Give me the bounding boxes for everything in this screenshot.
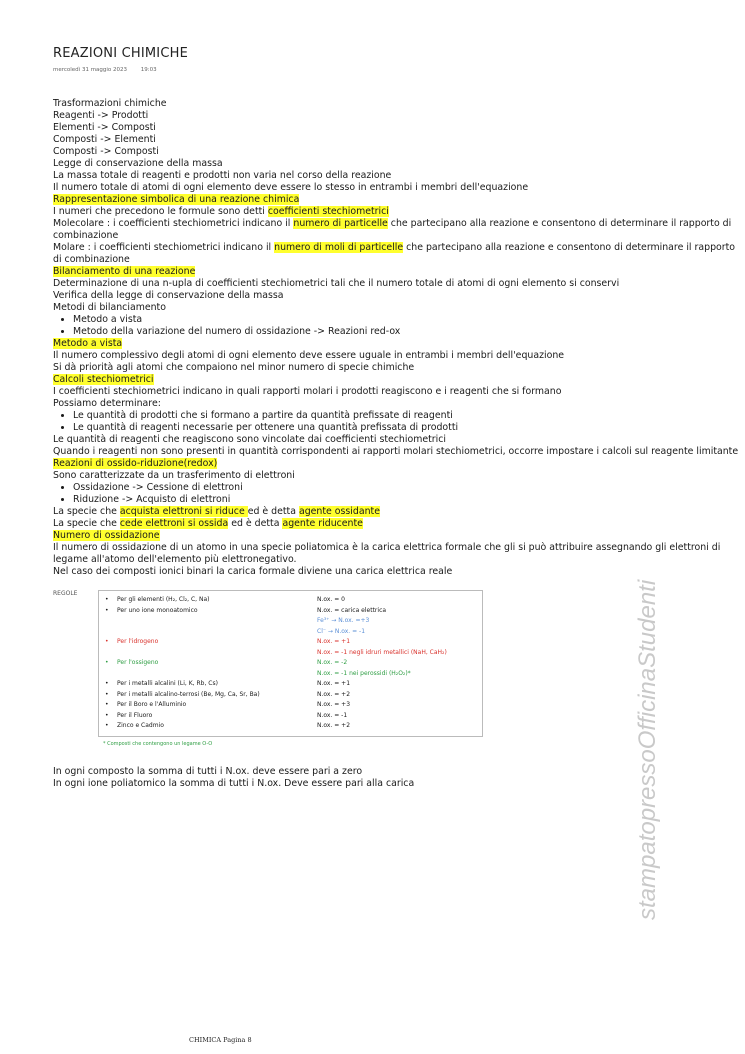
rules-row [99, 595, 482, 604]
bullet: • [105, 638, 109, 645]
watermark: stampatopressoOfficinaStudenti [634, 579, 661, 920]
highlight: Reazioni di ossido-riduzione(redox) [53, 458, 218, 469]
list-item: • Le quantità di reagenti necessarie per ottenere una quantità prefissata di prodotti [73, 422, 743, 434]
rules-row [99, 690, 482, 699]
rule-subject: Per uno ione monoatomico [117, 606, 198, 614]
text-line: In ogni composto la somma di tutti i N.ox. deve essere pari a zero [53, 766, 363, 777]
rule-subject: Per l'ossigeno [117, 659, 159, 666]
text-line: Legge di conservazione della massa [53, 158, 223, 169]
section-heading [53, 266, 743, 278]
rules-row [99, 637, 482, 646]
text-line: Sono caratterizzate da un trasferimento di elettroni [53, 470, 295, 481]
bullet: • [105, 596, 109, 603]
rule-value: N.ox. = +3 [317, 701, 351, 708]
rules-image [53, 590, 483, 750]
text-line: Il numero complessivo degli atomi di ogni elemento deve essere uguale in entrambi i membri dell'equazione [53, 350, 565, 361]
highlight: Calcoli stechiometrici [53, 374, 154, 385]
highlight: Metodo a vista [53, 338, 123, 349]
rule-value: N.ox. = +1 [317, 680, 351, 687]
highlight: Bilanciamento di una reazione [53, 266, 196, 277]
rule-subject: Per i metalli alcalino-terrosi (Be, Mg, Ca, Sr, Ba) [117, 690, 260, 698]
rule-subject: Zinco e Cadmio [117, 722, 164, 729]
date-label: mercoledì 31 maggio 2023 [53, 67, 128, 73]
bullet: • [105, 711, 109, 719]
rule-value: N.ox. = -1 negli idruri metallici (NaH, CaH₂) [317, 648, 447, 656]
section-heading [53, 194, 743, 206]
text-line: In ogni ione poliatomico la somma di tutti i N.ox. Deve essere pari alla carica [53, 778, 415, 789]
text-line [53, 506, 743, 518]
text-span: Molecolare : i coefficienti stechiometrici indicano il [53, 218, 294, 229]
rules-row [99, 616, 482, 625]
text-span: che partecipano alla reazione e consentono di determinare il rapporto di combinazione [53, 218, 732, 241]
rules-row [99, 658, 482, 667]
bullet: • [105, 722, 109, 729]
text-span: Molare : i coefficienti stechiometrici indicano il [53, 242, 275, 253]
text-line: Determinazione di una n-upla di coefficienti stechiometrici tali che il numero totale di atomi di ogni elemento si conservi [53, 278, 620, 289]
rules-row [99, 721, 482, 730]
rule-subject: Per il Boro e l'Alluminio [117, 701, 187, 708]
page-footer: CHIMICA Pagina 8 [189, 1036, 252, 1044]
text-line: Reagenti -> Prodotti [53, 110, 149, 121]
text-line [53, 242, 743, 266]
text-line [53, 218, 743, 242]
text-line: Le quantità di reagenti che reagiscono sono vincolate dai coefficienti stechiometrici [53, 434, 447, 445]
time-label: 19:03 [140, 67, 157, 73]
bullet: • [105, 659, 109, 666]
list-item: • Ossidazione -> Cessione di elettroni [73, 482, 743, 494]
rules-row [99, 700, 482, 709]
highlight: agente riducente [282, 518, 363, 529]
text-span: ed è detta [228, 518, 283, 529]
list-item: • Metodo a vista [73, 314, 743, 326]
page-title: REAZIONI CHIMICHE [53, 46, 189, 61]
bullet: • [105, 606, 109, 614]
list-item: • Le quantità di prodotti che si formano a partire da quantità prefissate di reagenti [73, 410, 743, 422]
text-line: Possiamo determinare: [53, 398, 161, 409]
bullet-list [53, 314, 743, 338]
text-span: I numeri che precedono le formule sono detti [53, 206, 268, 217]
rule-subject: Per i metalli alcalini (Li, K, Rb, Cs) [117, 680, 218, 687]
rule-value: N.ox. = -1 [317, 711, 348, 719]
highlight: numero di particelle [293, 218, 388, 229]
text-line: I coefficienti stechiometrici indicano in quali rapporti molari i prodotti reagiscono e i reagenti che si formano [53, 386, 562, 397]
rules-label: REGOLE [53, 590, 78, 597]
highlight: agente ossidante [298, 506, 380, 517]
text-line: Composti -> Elementi [53, 134, 156, 145]
text-span: ed è detta [247, 506, 299, 517]
rules-row [99, 679, 482, 688]
rules-row [99, 627, 482, 636]
highlight: Numero di ossidazione [53, 530, 160, 541]
bullet: • [105, 690, 109, 698]
rule-value: N.ox. = +1 [317, 638, 351, 645]
bullet: • [105, 680, 109, 687]
rule-value: N.ox. = carica elettrica [317, 606, 387, 614]
rule-value: N.ox. = +2 [317, 690, 351, 698]
page-meta [53, 67, 157, 73]
text-line: Trasformazioni chimiche [53, 98, 167, 109]
bullet: • [105, 701, 109, 708]
rule-subject: Per l'idrogeno [117, 638, 159, 645]
note-body [53, 98, 743, 578]
section-heading [53, 338, 743, 350]
text-span: La specie che [53, 518, 120, 529]
text-span: che partecipano alla reazione e consentono di determinare il rapporto di combinazione [53, 242, 736, 265]
rule-value: Fe³⁺ → N.ox. =+3 [317, 617, 370, 624]
rule-value: Cl⁻ → N.ox. = -1 [317, 627, 366, 635]
rules-footnote: * Composti che contengono un legame O-O [103, 741, 213, 747]
text-line: Si dà priorità agli atomi che compaiono nel minor numero di specie chimiche [53, 362, 415, 373]
rule-value: N.ox. = +2 [317, 722, 351, 729]
text-line: Metodi di bilanciamento [53, 302, 166, 313]
rules-row [99, 606, 482, 615]
text-line [53, 518, 743, 530]
rules-row [99, 648, 482, 657]
section-heading [53, 374, 743, 386]
text-line: Verifica della legge di conservazione della massa [53, 290, 284, 301]
rules-table [98, 590, 483, 737]
list-item: • Riduzione -> Acquisto di elettroni [73, 494, 743, 506]
text-line: Elementi -> Composti [53, 122, 156, 133]
bullet-list [53, 482, 743, 506]
highlight: cede elettroni si ossida [119, 518, 229, 529]
rules-row [99, 669, 482, 678]
list-item: • Metodo della variazione del numero di ossidazione -> Reazioni red-ox [73, 326, 743, 338]
section-heading [53, 530, 743, 542]
highlight: numero di moli di particelle [274, 242, 404, 253]
highlight: Rappresentazione simbolica di una reazione chimica [53, 194, 300, 205]
text-line: La massa totale di reagenti e prodotti non varia nel corso della reazione [53, 170, 392, 181]
text-line [53, 206, 743, 218]
highlight: acquista elettroni si riduce [119, 506, 248, 517]
bullet-list [53, 410, 743, 434]
text-line: Il numero totale di atomi di ogni elemento deve essere lo stesso in entrambi i membri dell'equazione [53, 182, 529, 193]
text-line: Nel caso dei composti ionici binari la carica formale diviene una carica elettrica reale [53, 566, 453, 577]
rule-value: N.ox. = -2 [317, 659, 348, 666]
text-line: Quando i reagenti non sono presenti in quantità corrispondenti ai rapporti molari stechiometrici, occorre impostare i calcoli sul reagente limitante [53, 446, 739, 457]
section-heading [53, 458, 743, 470]
text-line: Il numero di ossidazione di un atomo in una specie poliatomica è la carica elettrica formale che gli si può attribuire assegnando gli elettroni di legame all'atomo dell'elemento più elettronegativo. [53, 542, 721, 565]
text-line: Composti -> Composti [53, 146, 159, 157]
highlight: coefficienti stechiometrici [267, 206, 389, 217]
rule-subject: Per il Fluoro [117, 711, 153, 719]
rule-value: N.ox. = 0 [317, 596, 345, 603]
rule-subject: Per gli elementi (H₂, Cl₂, C, Na) [117, 596, 210, 603]
closing-notes [53, 766, 414, 790]
rule-value: N.ox. = -1 nei perossidi (H₂O₂)* [317, 669, 411, 677]
rules-row [99, 711, 482, 720]
text-span: La specie che [53, 506, 120, 517]
